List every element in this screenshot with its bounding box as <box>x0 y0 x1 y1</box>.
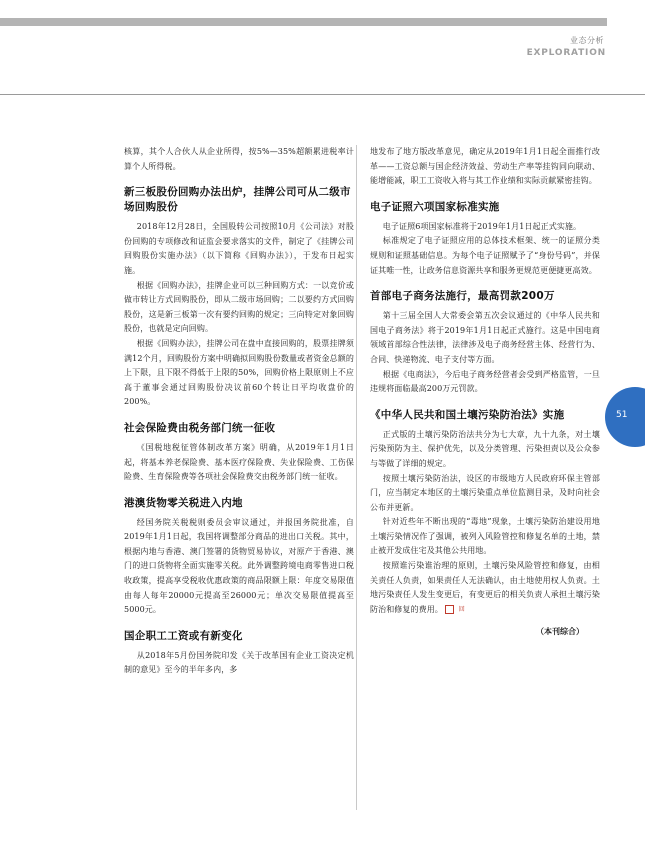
article-heading: 《中华人民共和国土壤污染防治法》实施 <box>370 408 565 421</box>
article-heading: 首部电子商务法施行，最高罚款200万 <box>370 290 555 303</box>
paragraph: 根据《电商法》，今后电子商务经营者会受到严格监管，一旦违规将面临最高200万元罚款。 <box>370 369 600 394</box>
paragraph: 标准规定了电子证照应用的总体技术框架、统一的证照分类规则和证照基础信息。为每个电子证照赋予了“身份号码”，并保证其唯一性，让政务信息资源共享和服务更规范更便捷更高效。 <box>370 236 600 275</box>
paragraph: 从2018年5月份国务院印发《关于改革国有企业工资决定机制的意见》至今的半年多内，多 <box>124 650 354 675</box>
paragraph: 《国税地税征管体制改革方案》明确，从2019年1月1日起，将基本养老保险费、基本医疗保险费、失业保险费、工伤保险费、生育保险费等各项社会保险费交由税务部门统一征收。 <box>124 442 354 482</box>
page-number: 51 <box>616 410 628 420</box>
paragraph: 2018年12月28日，全国股转公司按照10月《公司法》对股份回购的专项修改和证监会要求落实的文件，制定了《挂牌公司回购股份实施办法》（以下简称《回购办法》），于发布日起实施。 <box>124 222 354 275</box>
article-heading: 电子证照六项国家标准实施 <box>370 200 500 213</box>
header-divider <box>0 94 645 95</box>
paragraph-text: 按照谁污染谁治理的原则，土壤污染风险管控和修复，由相关责任人负责，如果责任人无法确认，由土地使用权人负责。土地污染责任人发生变更后，有变更后的相关负责人承担土壤污染防治和修复的费用。 <box>370 561 600 614</box>
left-column <box>124 145 354 678</box>
paragraph: 电子证照6项国家标准将于2019年1月1日起正式实施。 <box>382 221 582 231</box>
source-credit: （本刊综合） <box>536 627 584 637</box>
paragraph: 根据《回购办法》，挂牌公司在盘中直接回购的，股票挂牌须满12个月，回购股份方案中明确拟回购股份数量或者资金总额的上下限，且下限不得低于上限的50%，回购价格上限原则上不应高于董事会通过回购股份决议前60个转让日平均收盘价的200%。 <box>124 338 354 407</box>
column-divider <box>356 145 357 810</box>
top-color-bar <box>0 18 607 26</box>
article-heading: 港澳货物零关税进入内地 <box>124 496 243 509</box>
paragraph: 第十三届全国人大常委会第五次会议通过的《中华人民共和国电子商务法》将于2019年1月1日起正式施行。这是中国电商领域首部综合性法律，法律涉及电子商务经营主体、经营行为、合同、快递物流、电子支付等方面。 <box>370 311 600 364</box>
paragraph: 根据《回购办法》，挂牌企业可以三种回购方式：一以竞价或做市转让方式回购股份，即从二级市场回购；二以要约方式回购股份，这是新三板第一次有要约回购的规定；三向特定对象回购股份，也就是定向回购。 <box>124 280 354 334</box>
paragraph: 核算，其个人合伙人从企业所得，按5%—35%超额累进税率计算个人所得税。 <box>124 147 354 171</box>
paragraph: 针对近些年不断出现的“毒地”现象，土壤污染防治建设用地土壤污染情况作了强调，被列入风险管控和修复名单的土地，禁止被开发成住宅及其他公共用地。 <box>370 517 600 556</box>
article-heading: 新三板股份回购办法出炉，挂牌公司可从二级市场回购股份 <box>124 186 351 214</box>
end-mark-icon: 回 <box>445 605 454 614</box>
section-label-en: EXPLORATION <box>526 48 606 58</box>
article-heading: 国企职工工资或有新变化 <box>124 629 243 642</box>
paragraph: 地发布了地方版改革意见，确定从2019年1月1日起全面推行改革——工资总额与国企经济效益、劳动生产率等挂钩同向联动、能增能减，职工工资收入将与其工作业绩和实际贡献紧密挂钩。 <box>370 147 600 186</box>
paragraph: 经国务院关税税则委员会审议通过，并报国务院批准，自2019年1月1日起，我国将调整部分商品的进出口关税。其中，根据内地与香港、澳门签署的货物贸易协议，对原产于香港、澳门的进口货物将全面实施零关税。此外调整跨境电商零售进口税收政策，提高享受税收优惠政策的商品限额上限：年度交易限值由每人每年20000元提高至26000元；单次交易限值提高至5000元。 <box>124 517 354 615</box>
section-label-cn: 业态分析 <box>570 36 604 45</box>
article-heading: 社会保险费由税务部门统一征收 <box>124 421 276 434</box>
paragraph: 正式版的土壤污染防治法共分为七大章，九十九条，对土壤污染预防为主、保护优先，以及分类管理、污染担责以及公众参与等做了详细的规定。 <box>370 429 600 468</box>
paragraph: 按照土壤污染防治法，设区的市级地方人民政府环保主管部门，应当制定本地区的土壤污染重点单位监测目录，及时向社会公布并更新。 <box>370 473 600 512</box>
paragraph <box>370 559 600 617</box>
right-column <box>370 145 600 637</box>
